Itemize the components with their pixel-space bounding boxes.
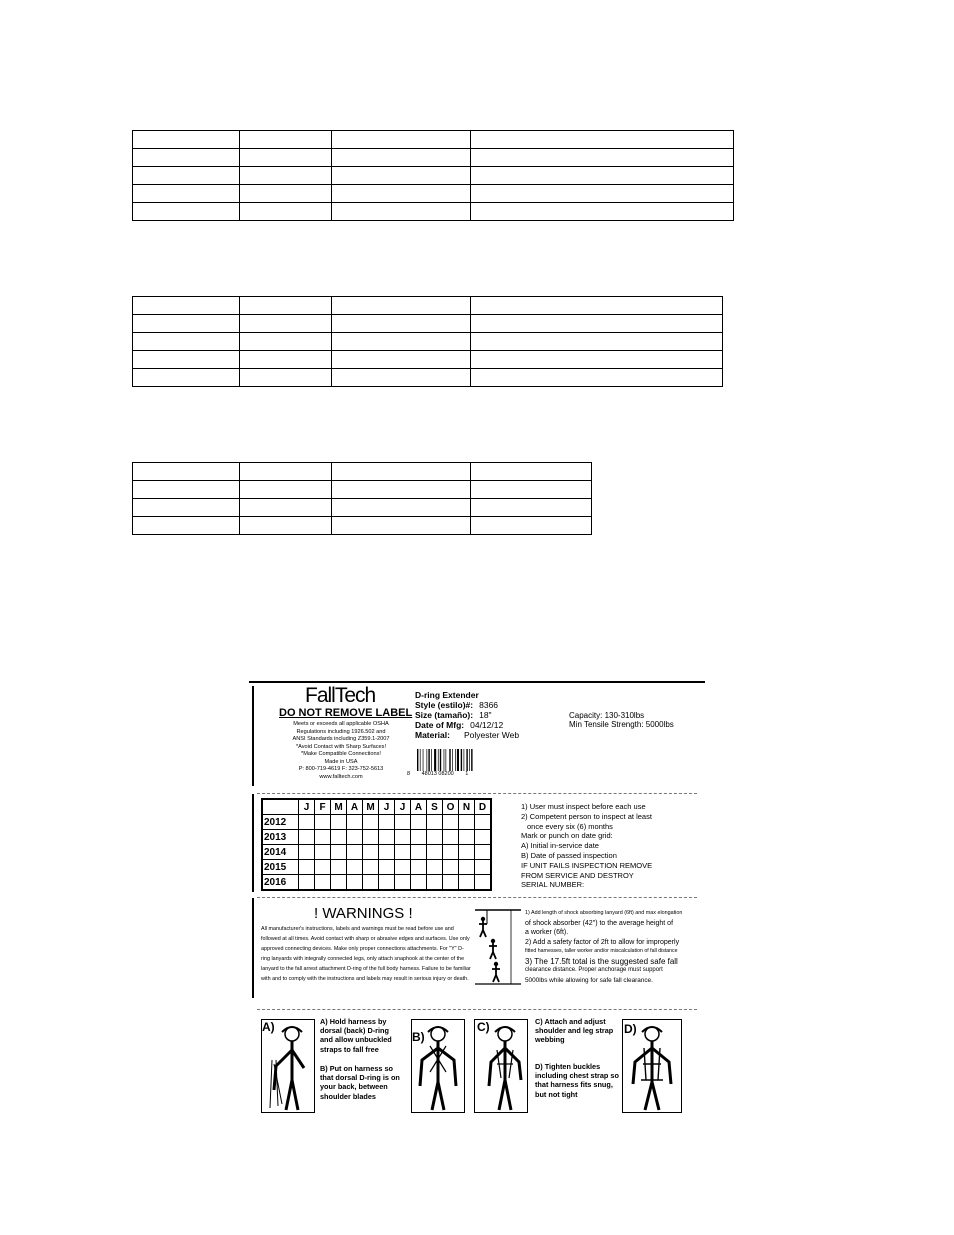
table-cell bbox=[133, 351, 240, 369]
step-a-text: A) Hold harness by dorsal (back) D-ring and allow unbuckled straps to fall free bbox=[320, 1017, 392, 1054]
barcode-bar bbox=[471, 749, 472, 771]
barcode-bar bbox=[440, 749, 441, 771]
table-cell bbox=[332, 297, 471, 315]
mfg-value: 04/12/12 bbox=[470, 720, 504, 730]
inspection-date-grid bbox=[261, 798, 492, 891]
warnings-heading: ! WARNINGS ! bbox=[314, 905, 413, 922]
table-cell bbox=[471, 185, 734, 203]
date-cell bbox=[363, 815, 379, 830]
month-header-row bbox=[262, 799, 491, 815]
barcode-bar bbox=[469, 749, 470, 771]
year-label: 2016 bbox=[262, 875, 299, 891]
table-cell bbox=[240, 463, 332, 481]
barcode-bar bbox=[423, 749, 424, 771]
date-cell bbox=[459, 875, 475, 891]
month-header: O bbox=[443, 799, 459, 815]
date-cell bbox=[443, 875, 459, 891]
year-label: 2013 bbox=[262, 830, 299, 845]
clearance-line: 5000lbs while allowing for safe fall clearance. bbox=[525, 976, 653, 984]
date-cell bbox=[395, 845, 411, 860]
year-label: 2014 bbox=[262, 845, 299, 860]
barcode-bar bbox=[427, 749, 428, 771]
step-b-text: B) Put on harness so that dorsal D-ring is on your back, between shoulder blades bbox=[320, 1064, 400, 1101]
table-cell bbox=[471, 463, 592, 481]
fall-clearance-figure bbox=[475, 904, 521, 986]
table-cell bbox=[471, 517, 592, 535]
month-header: N bbox=[459, 799, 475, 815]
step-c-letter: C) bbox=[477, 1020, 490, 1034]
section-separator bbox=[257, 897, 697, 898]
product-label bbox=[249, 676, 705, 1116]
table-cell bbox=[332, 203, 471, 221]
barcode-bar bbox=[438, 749, 439, 771]
date-cell bbox=[331, 860, 347, 875]
date-cell bbox=[395, 830, 411, 845]
date-cell bbox=[395, 815, 411, 830]
table-cell bbox=[133, 297, 240, 315]
tensile-text: Min Tensile Strength: 5000lbs bbox=[569, 720, 674, 729]
size-value: 18" bbox=[479, 710, 492, 720]
inspection-line: A) Initial in-service date bbox=[521, 841, 599, 851]
compliance-line: Made in USA bbox=[324, 758, 358, 765]
date-cell bbox=[459, 860, 475, 875]
date-cell bbox=[315, 815, 331, 830]
inspection-line: 1) User must inspect before each use bbox=[521, 802, 646, 811]
date-cell bbox=[475, 860, 492, 875]
year-row bbox=[262, 860, 491, 875]
date-cell bbox=[299, 875, 315, 891]
compliance-line: Regulations including 1926.502 and bbox=[296, 728, 386, 735]
date-cell bbox=[443, 845, 459, 860]
date-cell bbox=[347, 830, 363, 845]
inspection-line: 2) Competent person to inspect at least bbox=[521, 811, 652, 821]
step-d-letter: D) bbox=[624, 1022, 637, 1036]
step-d-figure bbox=[622, 1019, 682, 1113]
table-cell bbox=[332, 463, 471, 481]
barcode-bar bbox=[434, 749, 436, 771]
barcode-bar bbox=[455, 749, 456, 771]
year-row bbox=[262, 875, 491, 891]
date-cell bbox=[379, 845, 395, 860]
table-cell bbox=[240, 333, 332, 351]
table-cell bbox=[471, 481, 592, 499]
table-cell bbox=[240, 203, 332, 221]
table-cell bbox=[471, 167, 734, 185]
table-row bbox=[133, 481, 592, 499]
table-cell bbox=[240, 517, 332, 535]
barcode-bar bbox=[420, 749, 421, 771]
barcode-bar bbox=[417, 749, 418, 771]
table-cell bbox=[240, 131, 332, 149]
date-cell bbox=[347, 875, 363, 891]
date-cell bbox=[443, 830, 459, 845]
compliance-line: *Avoid Contact with Sharp Surfaces! bbox=[295, 743, 387, 750]
date-cell bbox=[427, 845, 443, 860]
month-header: M bbox=[331, 799, 347, 815]
date-cell bbox=[475, 815, 492, 830]
clearance-line: 1) Add length of shock absorbing lanyard (6ft) and max elongation bbox=[525, 910, 683, 916]
table-row bbox=[133, 131, 734, 149]
compliance-line: P: 800-719-4619 F: 323-752-5613 bbox=[298, 766, 384, 772]
table-cell bbox=[332, 351, 471, 369]
table-cell bbox=[240, 315, 332, 333]
mfg-label: Date of Mfg: bbox=[415, 720, 465, 730]
label-top-border bbox=[249, 681, 705, 683]
barcode-bar bbox=[449, 749, 450, 771]
table-cell bbox=[471, 297, 723, 315]
table-cell bbox=[240, 369, 332, 387]
date-cell bbox=[315, 845, 331, 860]
date-cell bbox=[331, 815, 347, 830]
date-cell bbox=[363, 845, 379, 860]
table-row bbox=[133, 517, 592, 535]
compliance-line: ANSI Standards including Z359.1-2007 bbox=[292, 736, 390, 742]
date-cell bbox=[299, 815, 315, 830]
step-b-letter: B) bbox=[412, 1030, 425, 1044]
compliance-line: *Make Compatible Connections! bbox=[301, 751, 381, 757]
barcode-digit: 1 bbox=[465, 771, 469, 777]
date-cell bbox=[427, 875, 443, 891]
year-row bbox=[262, 830, 491, 845]
table-cell bbox=[240, 149, 332, 167]
material-value: Polyester Web bbox=[463, 730, 520, 740]
table-row bbox=[133, 463, 592, 481]
compliance-text bbox=[283, 721, 399, 781]
month-header: J bbox=[395, 799, 411, 815]
year-row bbox=[262, 815, 491, 830]
table-row bbox=[133, 333, 723, 351]
date-cell bbox=[427, 860, 443, 875]
product-name: D-ring Extender bbox=[415, 690, 479, 700]
material-label: Material: bbox=[415, 730, 450, 740]
table-cell bbox=[133, 149, 240, 167]
month-header: A bbox=[347, 799, 363, 815]
step-b-figure bbox=[411, 1019, 465, 1113]
table-cell bbox=[332, 131, 471, 149]
inspection-line: IF UNIT FAILS INSPECTION REMOVE bbox=[521, 860, 653, 870]
table-cell bbox=[133, 481, 240, 499]
brand-logo: FallTech bbox=[305, 684, 376, 707]
month-header: F bbox=[315, 799, 331, 815]
do-not-remove-heading: DO NOT REMOVE LABEL bbox=[279, 707, 413, 719]
date-cell bbox=[331, 875, 347, 891]
date-cell bbox=[315, 875, 331, 891]
table-cell bbox=[133, 333, 240, 351]
barcode-bar bbox=[464, 749, 465, 771]
date-cell bbox=[315, 830, 331, 845]
table-cell bbox=[133, 131, 240, 149]
table-cell bbox=[332, 149, 471, 167]
capacity-text: Capacity: 130-310lbs bbox=[569, 711, 645, 720]
table-cell bbox=[133, 463, 240, 481]
blank-table-2 bbox=[132, 296, 723, 387]
table-row bbox=[133, 149, 734, 167]
year-row bbox=[262, 845, 491, 860]
step-d-text: D) Tighten buckles including chest strap so that harness fits snug, but not tight bbox=[535, 1062, 619, 1099]
table-cell bbox=[332, 315, 471, 333]
date-cell bbox=[379, 875, 395, 891]
table-cell bbox=[240, 351, 332, 369]
clearance-instructions bbox=[525, 909, 701, 985]
barcode-bar bbox=[446, 749, 447, 771]
compliance-line: www.falltech.com bbox=[319, 773, 363, 780]
inspection-line: FROM SERVICE AND DESTROY bbox=[521, 870, 634, 880]
table-cell bbox=[133, 315, 240, 333]
date-cell bbox=[331, 830, 347, 845]
table-row bbox=[133, 369, 723, 387]
inspection-line: once every six (6) months bbox=[527, 821, 613, 831]
table-cell bbox=[133, 369, 240, 387]
table-cell bbox=[471, 149, 734, 167]
barcode-bar bbox=[457, 749, 459, 771]
table-cell bbox=[471, 131, 734, 149]
table-row bbox=[133, 203, 734, 221]
date-cell bbox=[411, 830, 427, 845]
date-cell bbox=[363, 860, 379, 875]
blank-table-1 bbox=[132, 130, 734, 221]
step-c-figure bbox=[474, 1019, 528, 1113]
clearance-line: 2) Add a safety factor of 2ft to allow for improperly bbox=[525, 938, 680, 946]
clearance-line: 3) The 17.5ft total is the suggested safe fall bbox=[525, 956, 678, 966]
clearance-line: clearance distance. Proper anchorage must support bbox=[525, 967, 663, 973]
month-header: M bbox=[363, 799, 379, 815]
product-info bbox=[415, 690, 519, 740]
date-cell bbox=[411, 860, 427, 875]
barcode-bar bbox=[461, 749, 462, 771]
date-cell bbox=[443, 815, 459, 830]
label-left-border-1 bbox=[252, 686, 254, 786]
table-cell bbox=[332, 517, 471, 535]
date-cell bbox=[347, 845, 363, 860]
compliance-line: Meets or exceeds all applicable OSHA bbox=[293, 721, 389, 727]
table-cell bbox=[471, 333, 723, 351]
date-cell bbox=[299, 860, 315, 875]
barcode-bar bbox=[452, 749, 453, 771]
barcode-bar bbox=[428, 749, 429, 771]
table-cell bbox=[471, 315, 723, 333]
month-header: J bbox=[379, 799, 395, 815]
date-cell bbox=[411, 875, 427, 891]
month-header: J bbox=[299, 799, 315, 815]
size-label: Size (tamaño): bbox=[415, 710, 474, 720]
date-cell bbox=[363, 830, 379, 845]
date-cell bbox=[299, 830, 315, 845]
step-a-figure bbox=[261, 1019, 315, 1113]
inspection-line: Mark or punch on date grid: bbox=[521, 831, 613, 841]
table-row bbox=[133, 315, 723, 333]
table-cell bbox=[133, 499, 240, 517]
clearance-line: of shock absorber (42") to the average height of bbox=[525, 919, 674, 927]
section-separator bbox=[257, 793, 697, 794]
barcode-digit: 8 bbox=[407, 771, 411, 777]
barcode-bar bbox=[444, 749, 445, 771]
table-cell bbox=[332, 167, 471, 185]
barcode-digit: 48013 08200 bbox=[421, 771, 454, 777]
label-left-border-3 bbox=[252, 898, 254, 998]
date-cell bbox=[427, 815, 443, 830]
label-left-border-2 bbox=[252, 794, 254, 892]
step-c-text: C) Attach and adjust shoulder and leg strap webbing bbox=[535, 1017, 614, 1045]
warnings-text: All manufacturer's instructions, labels and warnings must be read before use and followed at all times. Avoid contact with sharp or abrasive edges and surfaces. Use only approved connecting devices. Make only proper connections attachments. For "Y" D-ring lanyards with integrally connected legs, only attach snaphook at the center of the lanyard to the fall arrest attachment D-ring of the full body harness. Failure to be familiar with and to comply with the instructions and labels may result in serious injury or death. bbox=[261, 926, 471, 982]
step-a-letter: A) bbox=[262, 1020, 275, 1034]
table-cell bbox=[133, 185, 240, 203]
table-cell bbox=[240, 481, 332, 499]
barcode-number bbox=[407, 771, 478, 777]
date-cell bbox=[331, 845, 347, 860]
barcode-image bbox=[416, 749, 492, 771]
section-separator bbox=[257, 1009, 697, 1010]
table-row bbox=[133, 167, 734, 185]
table-cell bbox=[240, 185, 332, 203]
date-cell bbox=[379, 860, 395, 875]
inspection-line: B) Date of passed inspection bbox=[521, 850, 617, 860]
clearance-line: a worker (6ft). bbox=[525, 929, 569, 936]
date-cell bbox=[299, 845, 315, 860]
table-cell bbox=[471, 499, 592, 517]
date-cell bbox=[347, 860, 363, 875]
table-cell bbox=[332, 333, 471, 351]
date-cell bbox=[427, 830, 443, 845]
month-header: S bbox=[427, 799, 443, 815]
year-label: 2015 bbox=[262, 860, 299, 875]
date-cell bbox=[379, 815, 395, 830]
inspection-line: SERIAL NUMBER: bbox=[521, 880, 585, 890]
date-cell bbox=[379, 830, 395, 845]
date-cell bbox=[411, 815, 427, 830]
table-row bbox=[133, 297, 723, 315]
table-cell bbox=[240, 297, 332, 315]
table-row bbox=[133, 351, 723, 369]
table-cell bbox=[133, 203, 240, 221]
date-cell bbox=[443, 860, 459, 875]
barcode-bar bbox=[431, 749, 432, 771]
inspection-instructions bbox=[521, 802, 691, 890]
table-cell bbox=[332, 369, 471, 387]
barcode-bar bbox=[466, 749, 467, 771]
table-cell bbox=[133, 517, 240, 535]
date-cell bbox=[363, 875, 379, 891]
date-cell bbox=[475, 875, 492, 891]
table-cell bbox=[240, 167, 332, 185]
clearance-line: fitted harnesses, taller worker and/or miscalculation of fall distance bbox=[525, 948, 678, 954]
year-label: 2012 bbox=[262, 815, 299, 830]
month-header: A bbox=[411, 799, 427, 815]
date-cell bbox=[411, 845, 427, 860]
grid-corner-cell bbox=[262, 799, 299, 815]
date-cell bbox=[459, 845, 475, 860]
style-value: 8366 bbox=[479, 700, 499, 710]
date-cell bbox=[395, 875, 411, 891]
date-cell bbox=[459, 815, 475, 830]
style-label: Style (estilo)#: bbox=[415, 700, 474, 710]
table-row bbox=[133, 185, 734, 203]
date-cell bbox=[395, 860, 411, 875]
table-cell bbox=[332, 481, 471, 499]
table-cell bbox=[471, 369, 723, 387]
table-cell bbox=[133, 167, 240, 185]
blank-table-3 bbox=[132, 462, 592, 535]
table-row bbox=[133, 499, 592, 517]
date-cell bbox=[315, 860, 331, 875]
table-cell bbox=[332, 499, 471, 517]
month-header: D bbox=[475, 799, 492, 815]
date-cell bbox=[475, 845, 492, 860]
table-cell bbox=[471, 203, 734, 221]
table-cell bbox=[240, 499, 332, 517]
table-cell bbox=[332, 185, 471, 203]
table-cell bbox=[471, 351, 723, 369]
date-cell bbox=[347, 815, 363, 830]
date-cell bbox=[475, 830, 492, 845]
capacity-info bbox=[569, 711, 674, 729]
date-cell bbox=[459, 830, 475, 845]
